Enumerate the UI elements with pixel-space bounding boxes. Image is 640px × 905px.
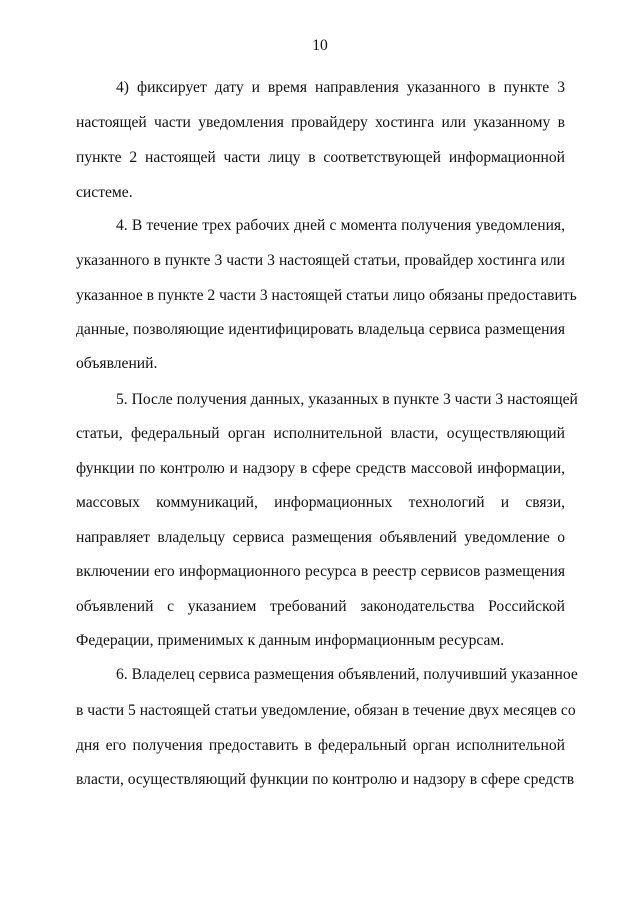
page-number: 10 [312, 37, 328, 54]
text-line: массовых коммуникаций, информационных технологий и связи, [76, 494, 565, 511]
text-line: данные, позволяющие идентифицировать владельца сервиса размещения [76, 321, 565, 338]
text-line: системе. [76, 184, 133, 201]
text-line: статьи, федеральный орган исполнительной власти, осуществляющий [76, 425, 565, 442]
text-line: направляет владельцу сервиса размещения объявлений уведомление о [76, 529, 565, 546]
text-line: настоящей части уведомления провайдеру хостинга или указанному в [76, 114, 565, 131]
text-line: власти, осуществляющий функции по контролю и надзору в сфере средств [76, 771, 575, 788]
text-line: указанное в пункте 2 части 3 настоящей статьи лицо обязаны предоставить [76, 287, 577, 304]
text-line: объявлений. [76, 355, 158, 372]
text-line: функции по контролю и надзору в сфере средств массовой информации, [76, 460, 565, 477]
text-line: 5. После получения данных, указанных в пункте 3 части 3 настоящей [116, 391, 578, 408]
text-line: включении его информационного ресурса в реестр сервисов размещения [76, 563, 565, 580]
text-line: 6. Владелец сервиса размещения объявлений, получивший указанное [116, 666, 578, 683]
text-line: 4. В течение трех рабочих дней с момента получения уведомления, [116, 217, 565, 234]
text-line: 4) фиксирует дату и время направления указанного в пункте 3 [116, 79, 565, 96]
text-line: дня его получения предоставить в федеральный орган исполнительной [76, 737, 565, 754]
text-line: в части 5 настоящей статьи уведомление, обязан в течение двух месяцев со [76, 702, 576, 719]
text-line: объявлений с указанием требований законодательства Российской [76, 598, 565, 615]
text-line: Федерации, применимых к данным информационным ресурсам. [76, 632, 505, 649]
text-line: указанного в пункте 3 части 3 настоящей статьи, провайдер хостинга или [76, 252, 565, 269]
text-line: пункте 2 настоящей части лицу в соответствующей информационной [76, 149, 565, 166]
